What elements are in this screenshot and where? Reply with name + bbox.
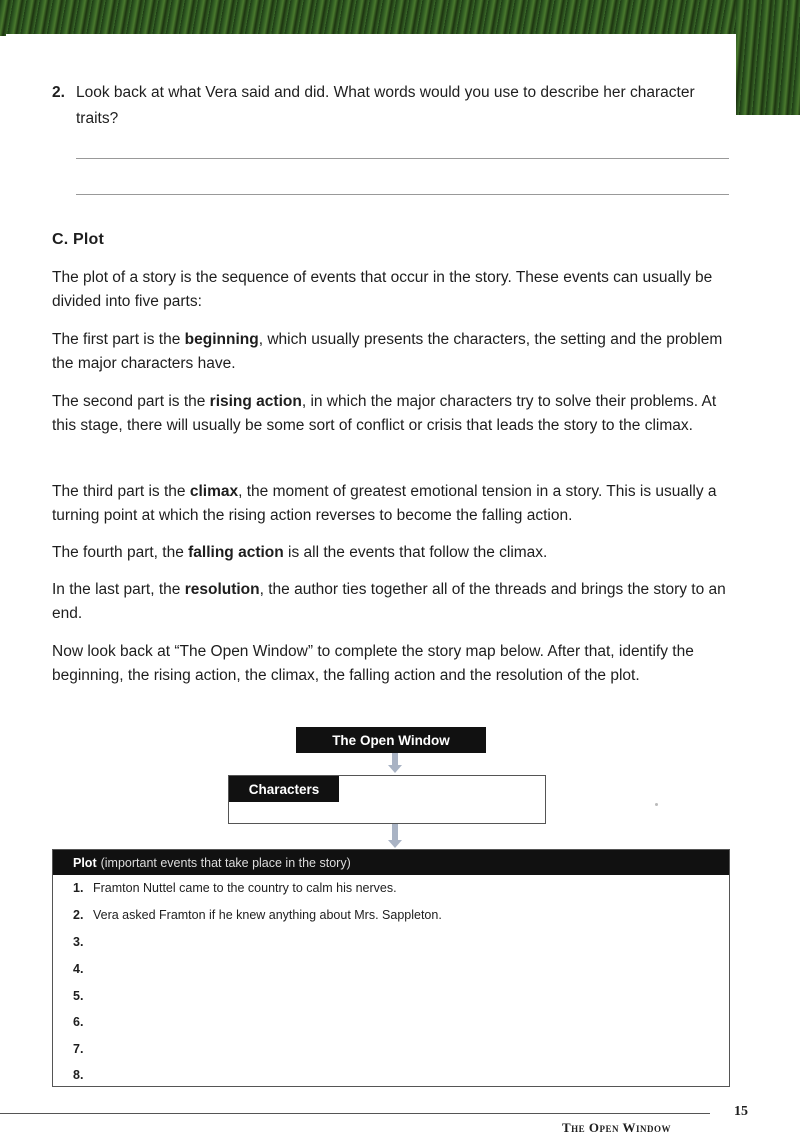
plot-row[interactable]: 7. bbox=[73, 1042, 84, 1056]
footer-divider bbox=[0, 1113, 710, 1114]
side-grass-image bbox=[736, 0, 800, 115]
paragraph-beginning: The first part is the beginning, which usually presents the characters, the setting and the problem the major characters have. bbox=[52, 331, 723, 372]
plot-row[interactable]: 5. bbox=[73, 989, 84, 1003]
page-number: 15 bbox=[734, 1104, 748, 1119]
plot-box bbox=[52, 849, 730, 1087]
plot-row[interactable]: 1. Framton Nuttel came to the country to calm his nerves. bbox=[73, 881, 397, 895]
paragraph-rising-action: The second part is the rising action, in which the major characters try to solve their problems. At this stage, there will usually be some sort of conflict or crisis that leads the story to the climax. bbox=[52, 393, 717, 434]
speck-mark bbox=[655, 803, 658, 806]
arrow-down-icon bbox=[392, 824, 398, 841]
paragraph-instructions: Now look back at “The Open Window” to complete the story map below. After that, identify the beginning, the rising action, the climax, the falling action and the resolution of the plot. bbox=[52, 643, 694, 684]
question-number: 2. bbox=[52, 84, 65, 101]
plot-row[interactable]: 2. Vera asked Framton if he knew anything about Mrs. Sappleton. bbox=[73, 908, 442, 922]
plot-row[interactable]: 8. bbox=[73, 1068, 84, 1082]
paragraph-falling-action: The fourth part, the falling action is all the events that follow the climax. bbox=[52, 544, 548, 561]
plot-header bbox=[53, 850, 729, 875]
plot-sublabel: (important events that take place in the story) bbox=[100, 855, 351, 870]
question-2 bbox=[52, 80, 702, 132]
plot-row[interactable]: 3. bbox=[73, 935, 84, 949]
paragraph-resolution: In the last part, the resolution, the author ties together all of the threads and brings the story to an end. bbox=[52, 581, 726, 622]
running-title: The Open Window bbox=[562, 1120, 672, 1135]
plot-row[interactable]: 6. bbox=[73, 1015, 84, 1029]
plot-row[interactable]: 4. bbox=[73, 962, 84, 976]
header-grass-image bbox=[0, 0, 800, 36]
story-map-title: The Open Window bbox=[296, 727, 486, 753]
plot-label: Plot bbox=[73, 855, 97, 870]
paragraph-climax: The third part is the climax, the moment of greatest emotional tension in a story. This is usually a turning point at which the rising action reverses to become the falling action. bbox=[52, 483, 717, 524]
question-text: Look back at what Vera said and did. What words would you use to describe her character traits? bbox=[76, 84, 695, 127]
paragraph-intro: The plot of a story is the sequence of events that occur in the story. These events can usually be divided into five parts: bbox=[52, 269, 713, 310]
arrow-down-icon-head bbox=[388, 840, 402, 848]
answer-line-1[interactable] bbox=[76, 158, 729, 159]
arrow-down-icon-head bbox=[388, 765, 402, 773]
characters-box[interactable] bbox=[228, 775, 546, 824]
answer-line-2[interactable] bbox=[76, 194, 729, 195]
characters-label: Characters bbox=[229, 776, 339, 802]
section-title: C. Plot bbox=[52, 231, 105, 248]
